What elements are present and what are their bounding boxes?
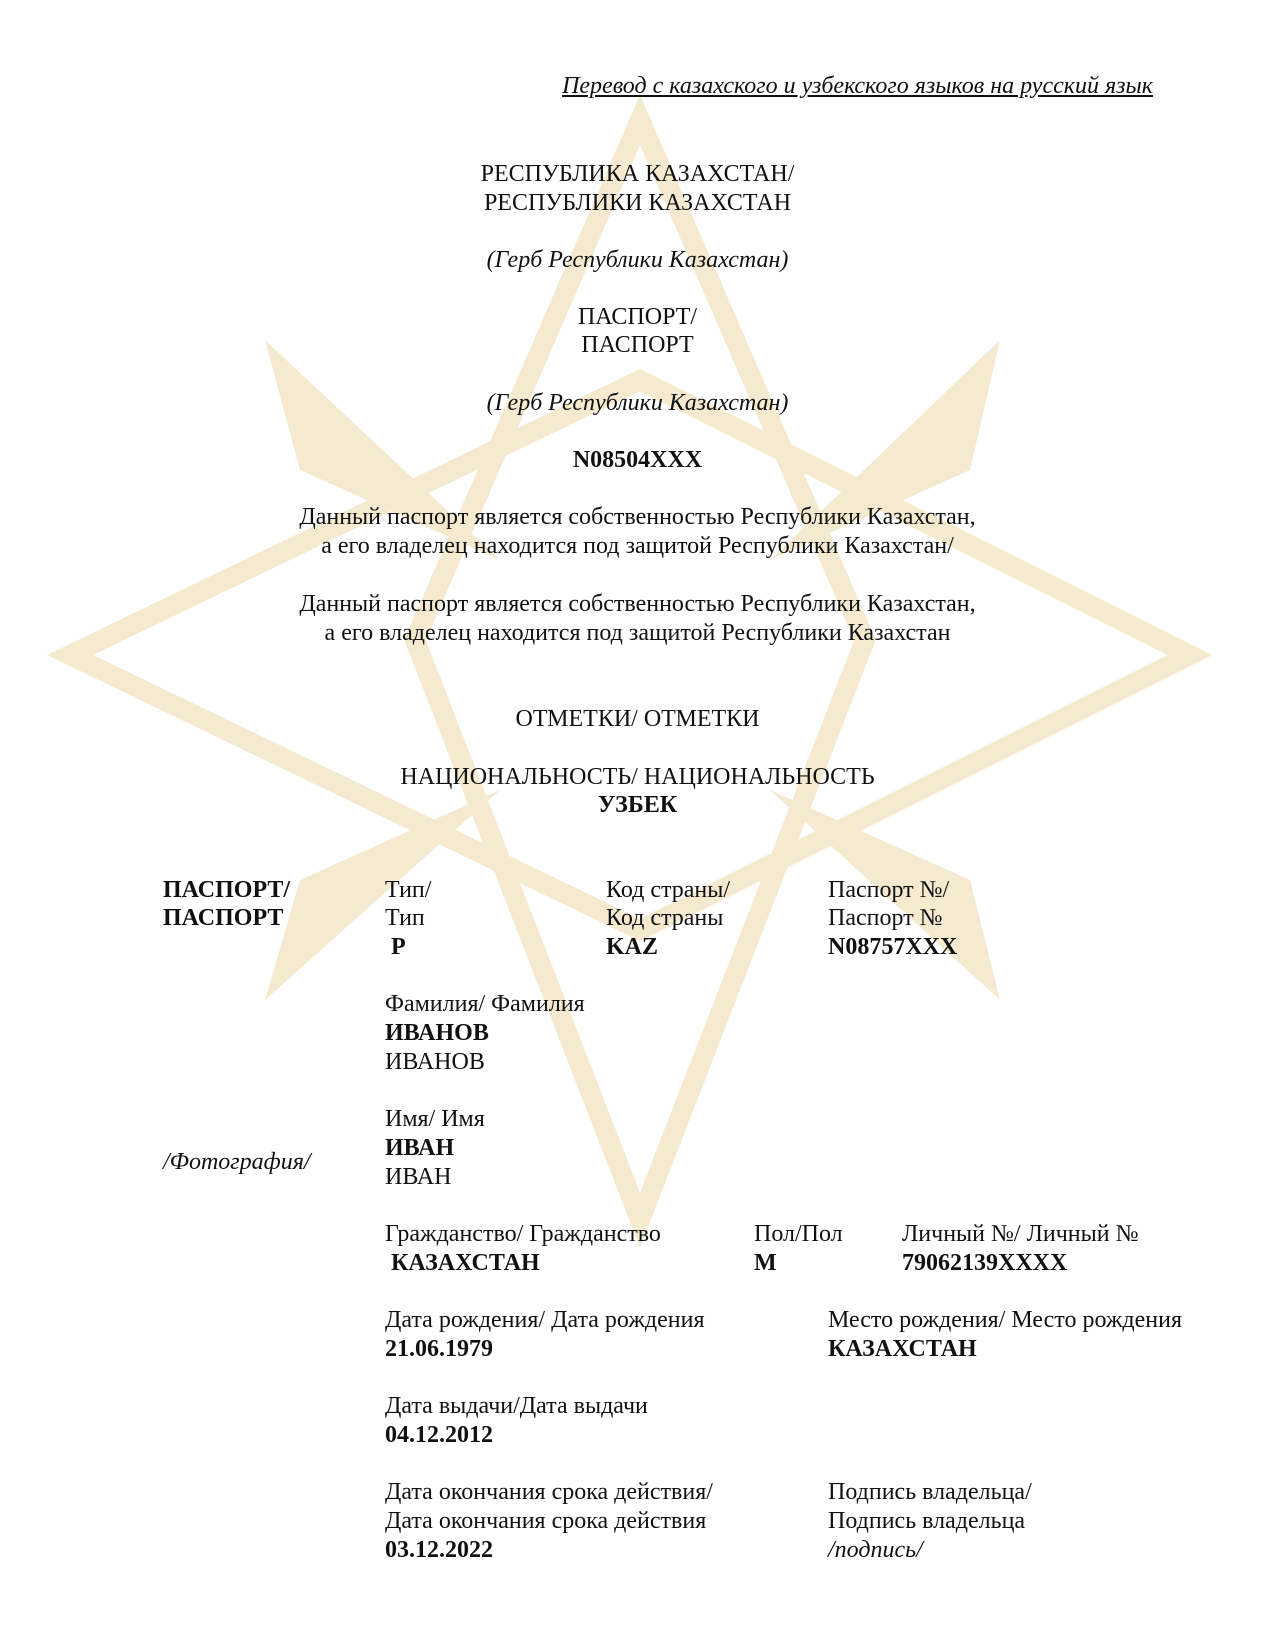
property-text-2-line-1: Данный паспорт является собственностью Республики Казахстан, (299, 591, 976, 617)
republic-line-2: РЕСПУБЛИКИ КАЗАХСТАН (483, 190, 792, 216)
passport-title-line-2: ПАСПОРТ (581, 332, 694, 358)
personal-no-value: 79062139XXXX (902, 1250, 1068, 1276)
passport-no-label-2: Паспорт № (828, 905, 943, 931)
sex-label: Пол/Пол (754, 1221, 843, 1247)
expiry-date-value: 03.12.2022 (385, 1537, 493, 1563)
type-label-1: Тип/ (385, 877, 432, 903)
expiry-date-label-1: Дата окончания срока действия/ (385, 1479, 713, 1505)
personal-no-label: Личный №/ Личный № (902, 1221, 1139, 1247)
data-page-title-line-1: ПАСПОРТ/ (163, 877, 291, 903)
given-name-label: Имя/ Имя (385, 1106, 485, 1132)
type-value: P (391, 934, 406, 960)
country-code-value: KAZ (606, 934, 659, 960)
issue-date-label: Дата выдачи/Дата выдачи (385, 1393, 648, 1419)
property-text-1-line-2: а его владелец находится под защитой Республики Казахстан/ (321, 533, 954, 559)
issue-date-value: 04.12.2012 (385, 1422, 493, 1448)
citizenship-label: Гражданство/ Гражданство (385, 1221, 661, 1247)
holder-signature-value: /подпись/ (828, 1537, 923, 1563)
given-name-value: ИВАН (385, 1135, 455, 1161)
photo-placeholder: /Фотография/ (163, 1149, 311, 1175)
holder-signature-label-2: Подпись владельца (828, 1508, 1026, 1534)
expiry-date-label-2: Дата окончания срока действия (385, 1508, 707, 1534)
data-page-title-line-2: ПАСПОРТ (163, 905, 284, 931)
emblem-note-1: (Герб Республики Казахстан) (486, 247, 789, 273)
birth-place-value: КАЗАХСТАН (828, 1336, 977, 1362)
surname-label: Фамилия/ Фамилия (385, 991, 585, 1017)
birth-date-value: 21.06.1979 (385, 1336, 493, 1362)
type-label-2: Тип (385, 905, 425, 931)
republic-line-1: РЕСПУБЛИКА КАЗАХСТАН/ (480, 161, 795, 187)
emblem-note-2: (Герб Республики Казахстан) (486, 390, 789, 416)
marks-heading: ОТМЕТКИ/ ОТМЕТКИ (515, 706, 760, 732)
translation-note: Перевод с казахского и узбекского языков на русский язык (562, 73, 1153, 99)
country-code-label-2: Код страны (606, 905, 724, 931)
property-text-1-line-1: Данный паспорт является собственностью Республики Казахстан, (299, 504, 976, 530)
given-name-value-2: ИВАН (385, 1164, 452, 1190)
birth-place-label: Место рождения/ Место рождения (828, 1307, 1183, 1333)
passport-no-value: N08757XXX (828, 934, 958, 960)
citizenship-value: КАЗАХСТАН (391, 1250, 540, 1276)
nationality-value: УЗБЕК (597, 792, 678, 818)
passport-no-label-1: Паспорт №/ (828, 877, 950, 903)
nationality-label: НАЦИОНАЛЬНОСТЬ/ НАЦИОНАЛЬНОСТЬ (400, 764, 875, 790)
property-text-2-line-2: а его владелец находится под защитой Республики Казахстан (324, 620, 951, 646)
surname-value: ИВАНОВ (385, 1020, 489, 1046)
cover-passport-number: N08504XXX (572, 447, 703, 473)
surname-value-2: ИВАНОВ (385, 1049, 485, 1075)
birth-date-label: Дата рождения/ Дата рождения (385, 1307, 705, 1333)
holder-signature-label-1: Подпись владельца/ (828, 1479, 1032, 1505)
passport-title-line-1: ПАСПОРТ/ (577, 304, 698, 330)
country-code-label-1: Код страны/ (606, 877, 731, 903)
sex-value: М (754, 1250, 777, 1276)
